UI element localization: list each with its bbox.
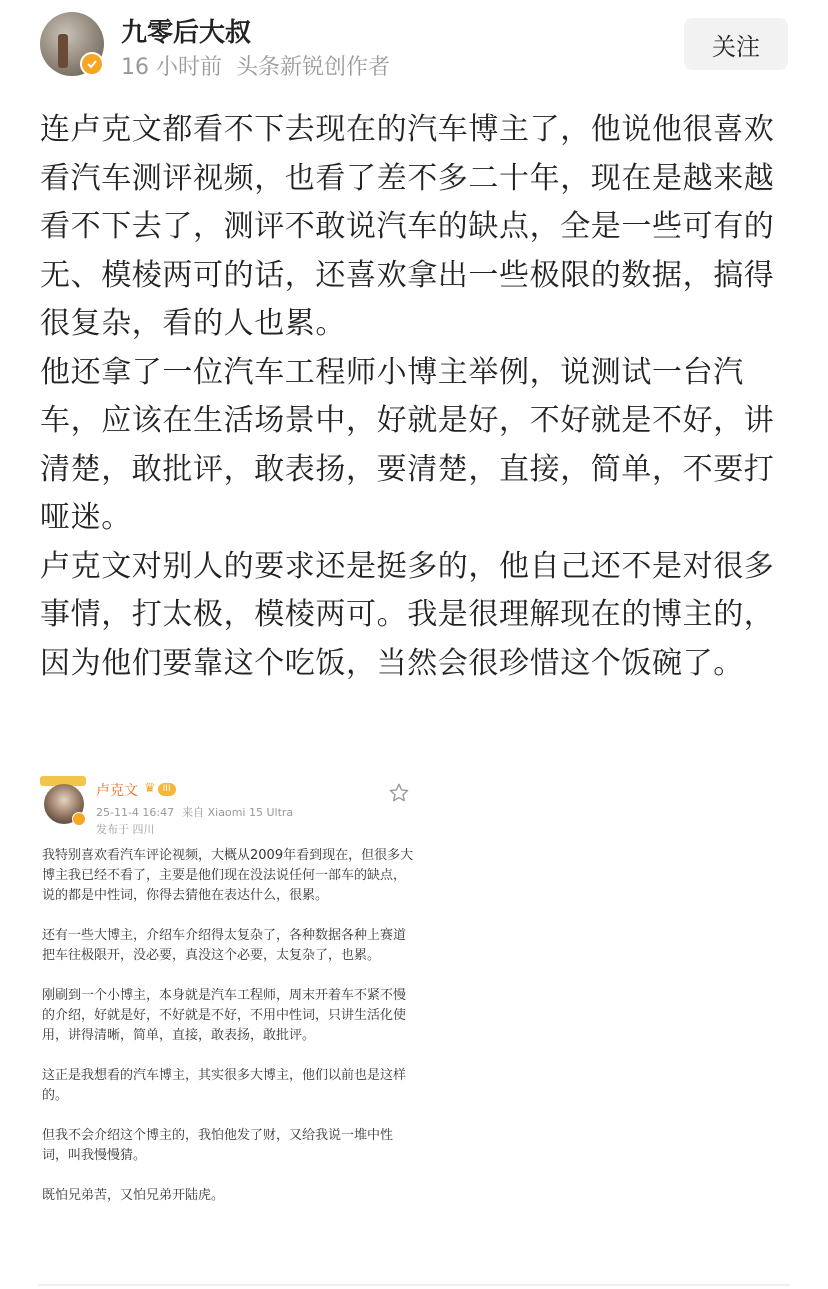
follow-button[interactable]: 关注 [684,18,788,70]
embed-paragraph: 但我不会介绍这个博主的，我怕他发了财，又给我说一堆中性词，叫我慢慢猜。 [42,1128,394,1163]
embed-paragraph: 还有一些大博主，介绍车介绍得太复杂了，各种数据各种上赛道把车往极限开，没必要，真没这个必要，太复杂了，也累。 [42,928,407,963]
article-body [40,106,800,688]
embed-paragraph: 这正是我想看的汽车博主，其实很多大博主，他们以前也是这样的。 [42,1068,407,1103]
time-ago: 16 小时前 [121,55,222,80]
author-name[interactable]: 九零后大叔 [121,18,252,48]
embed-body [42,846,414,1226]
embed-paragraph: 既怕兄弟苦，又怕兄弟开陆虎。 [42,1188,225,1203]
embed-author-name: 卢克文 [96,783,138,799]
verified-badge-icon [72,812,86,826]
star-icon [388,782,410,804]
vip-level: III [158,783,176,796]
embed-avatar-wrap [40,776,86,826]
embedded-post-screenshot[interactable] [38,770,418,1270]
verified-badge-icon [80,52,104,76]
embed-meta [96,804,293,820]
embed-date: 25-11-4 16:47 [96,806,175,819]
author-tag: 头条新锐创作者 [236,55,391,80]
embed-location: 发布于 四川 [96,823,155,836]
embed-source: 来自 Xiaomi 15 Ultra [182,806,294,819]
vip-badge [144,781,182,797]
author-avatar-wrap[interactable] [40,12,104,76]
embed-paragraph: 刚刷到一个小博主，本身就是汽车工程师，周末开着车不紧不慢的介绍，好就是好，不好就是不好，不用中性词，只讲生活化使用，讲得清晰，简单，直接，敢表扬，敢批评。 [42,988,407,1043]
crown-icon: ♛ [144,781,156,796]
article-paragraph: 连卢克文都看不下去现在的汽车博主了，他说他很喜欢看汽车测评视频，也看了差不多二十年，现在是越来越看不下去了，测评不敢说汽车的缺点，全是一些可有的无、模棱两可的话，还喜欢拿出一些极限的数据，搞得很复杂，看的人也累。 [40,112,775,341]
embed-paragraph: 我特别喜欢看汽车评论视频，大概从2009年看到现在，但很多大博主我已经不看了，主要是他们现在没法说任何一部车的缺点，说的都是中性词，你得去猜他在表达什么，很累。 [42,848,414,903]
article-paragraph: 卢克文对别人的要求还是挺多的，他自己还不是对很多事情，打太极，模棱两可。我是很理解现在的博主的，因为他们要靠这个吃饭，当然会很珍惜这个饭碗了。 [40,548,775,681]
post-meta [121,50,390,81]
post-header [0,0,828,90]
article-paragraph: 他还拿了一位汽车工程师小博主举例，说测试一台汽车，应该在生活场景中，好就是好，不好就是不好，讲清楚，敢批评，敢表扬，要清楚，直接，简单，不要打哑迷。 [40,354,775,535]
divider [38,1284,790,1286]
